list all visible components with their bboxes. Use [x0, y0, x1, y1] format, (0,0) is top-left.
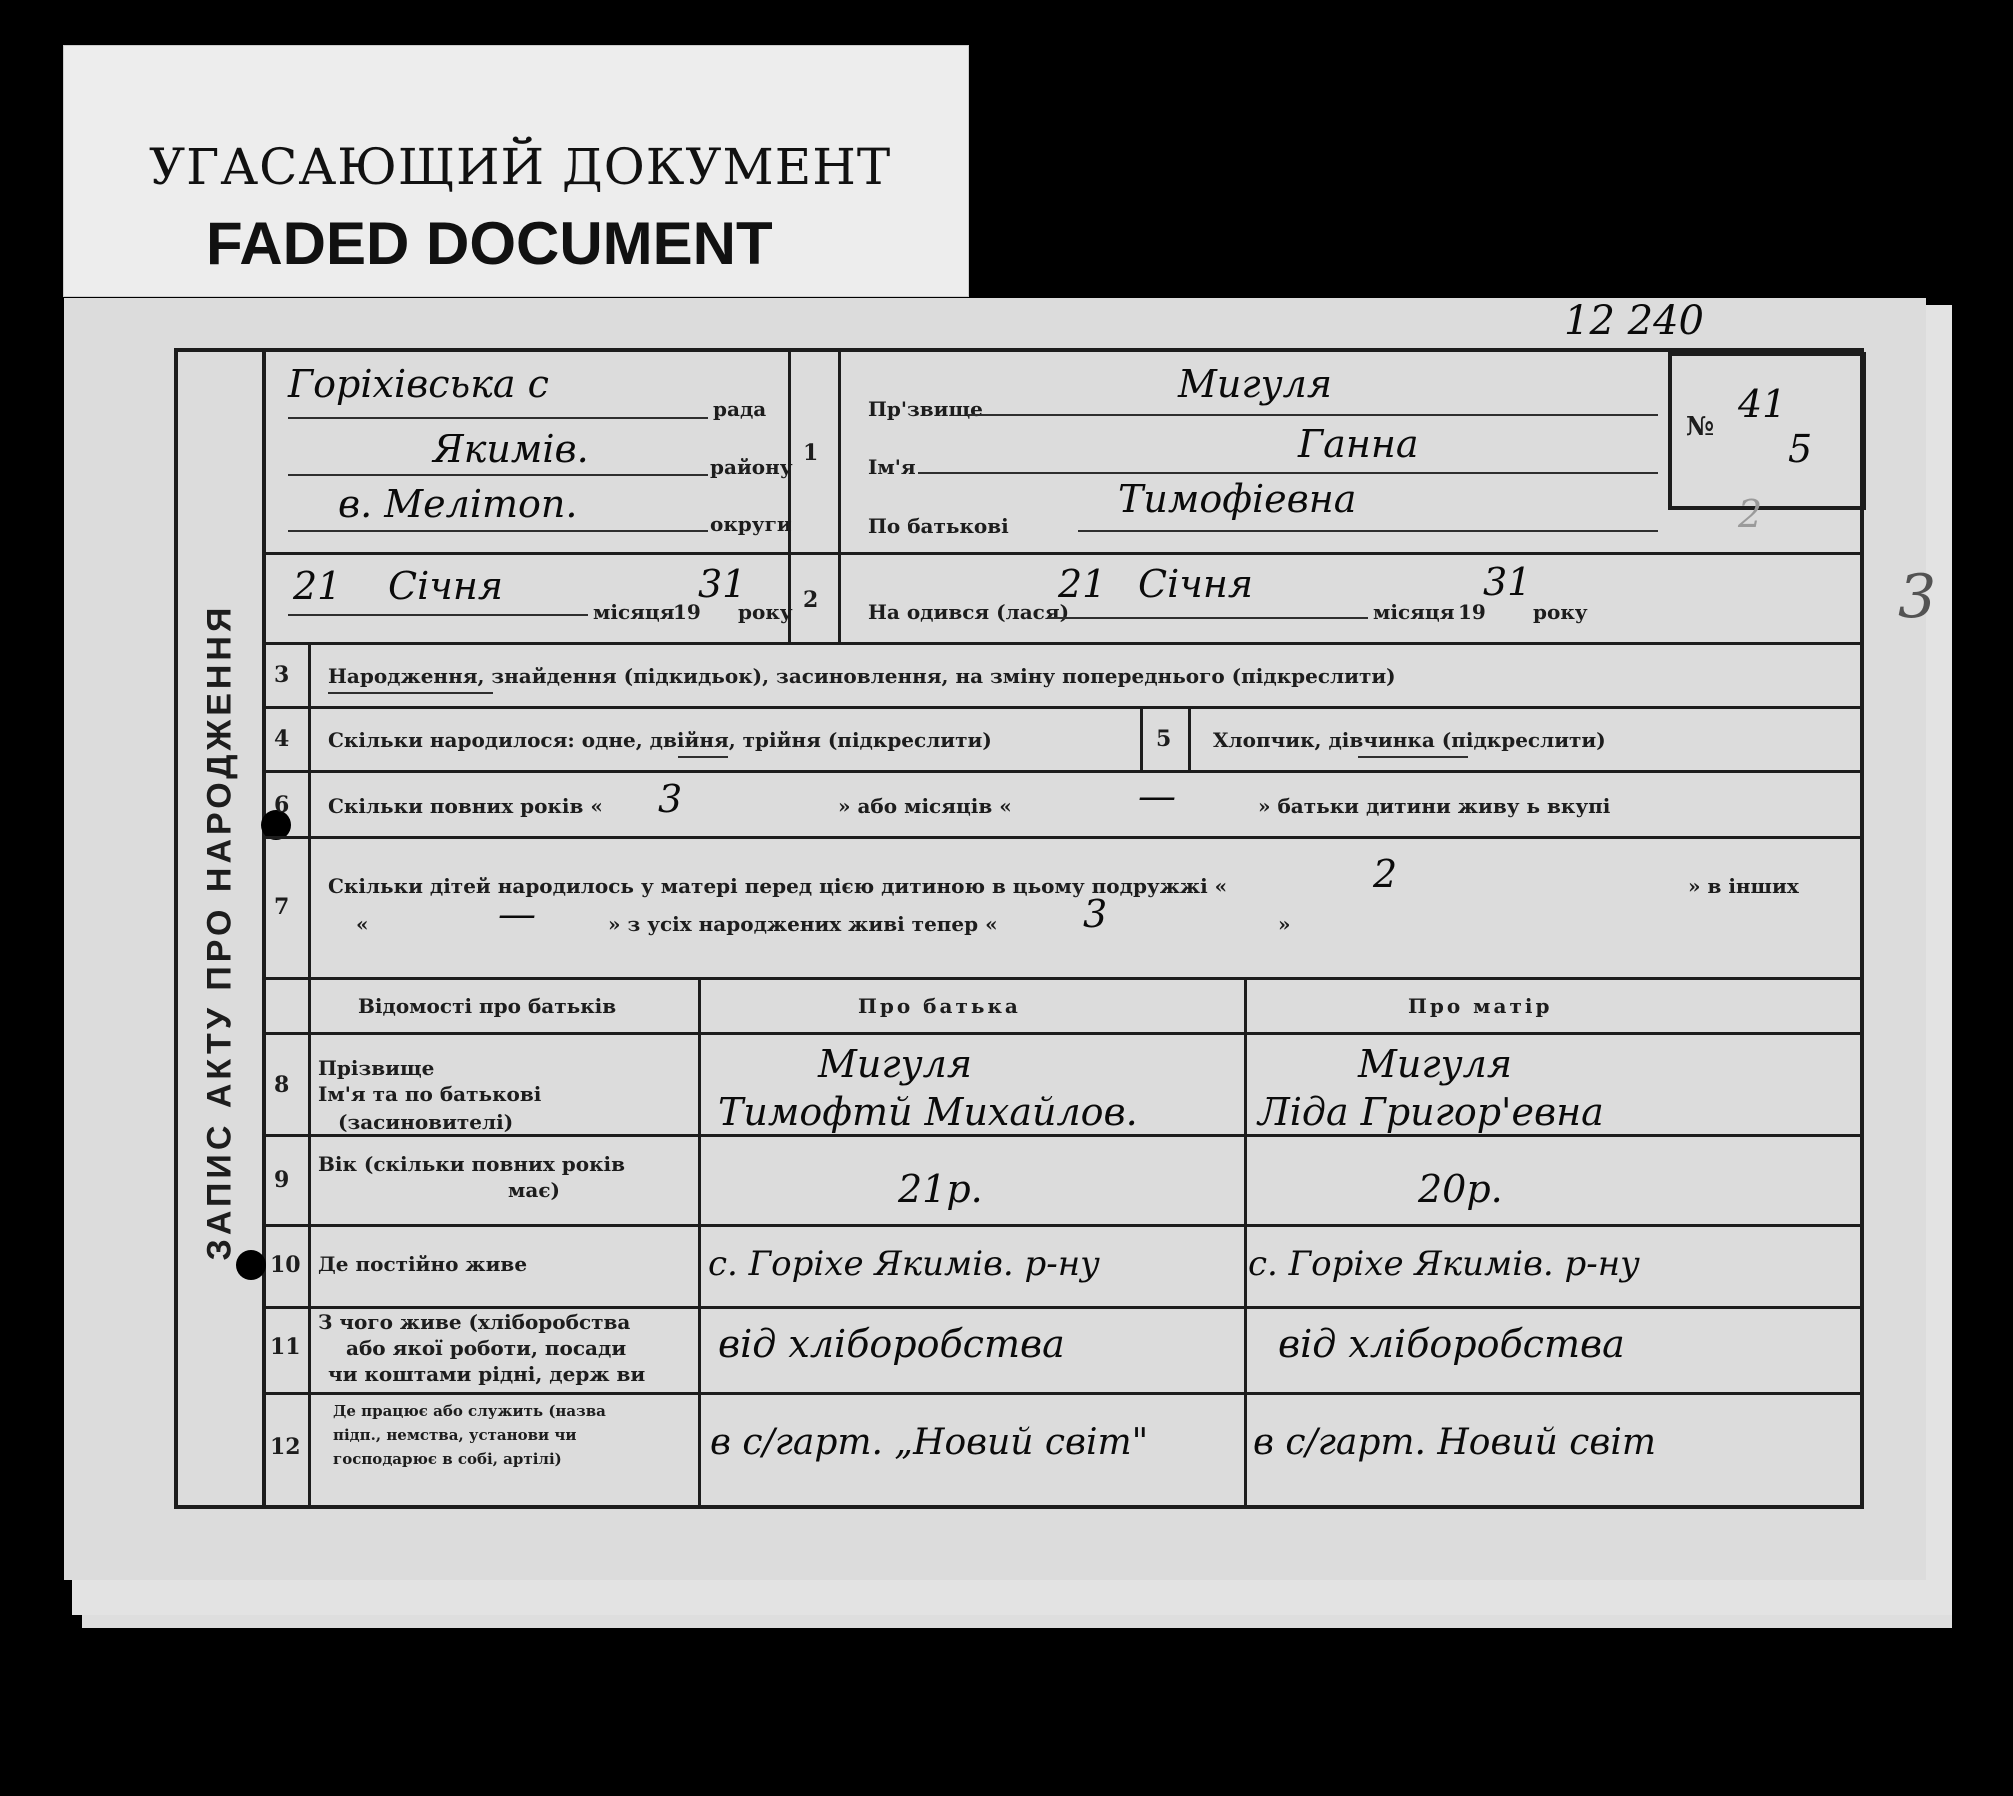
reg-month-label: місяця: [593, 600, 675, 624]
birth-month: Січня: [1138, 562, 1254, 606]
underline: [968, 414, 1658, 416]
row-number: 3: [274, 662, 290, 688]
okrug-value: в. Мелітоп.: [338, 482, 578, 526]
divider: [262, 770, 1862, 773]
row-number: 4: [274, 726, 290, 752]
row8-label-2: Ім'я та по батькові: [318, 1082, 542, 1106]
divider: [788, 352, 791, 642]
row10-label: Де постійно живе: [318, 1252, 528, 1276]
divider: [1140, 706, 1143, 770]
row-number: 9: [274, 1167, 290, 1193]
name-value: Ганна: [1298, 422, 1419, 466]
mother-residence: с. Горіхе Якимів. р-ну: [1248, 1244, 1640, 1284]
reg-year-label: року: [738, 600, 793, 624]
row-number: 1: [803, 440, 819, 466]
birth-year: 31: [1483, 560, 1532, 604]
surname-value: Мигуля: [1178, 362, 1332, 406]
row-number: 8: [274, 1072, 290, 1098]
mother-age: 20р.: [1418, 1167, 1503, 1211]
patronymic-value: Тимофіевна: [1118, 477, 1357, 521]
punch-hole-icon: [236, 1250, 266, 1280]
row-number: 11: [270, 1334, 301, 1360]
district-label: району: [710, 455, 793, 479]
row7-text-b: » в інших: [1688, 874, 1799, 898]
divider: [262, 1306, 1862, 1309]
parents-info-header: Відомості про батьків: [358, 994, 617, 1018]
divider: [262, 1032, 1862, 1035]
mother-header: Про матір: [1408, 994, 1553, 1018]
children-alive: 3: [1083, 892, 1108, 936]
divider: [1244, 977, 1247, 1509]
father-header: Про батька: [858, 994, 1021, 1018]
row12-label-1: Де працює або служить (назва: [333, 1402, 606, 1420]
row-number: 7: [274, 894, 290, 920]
mother-occupation: від хліборобства: [1278, 1322, 1625, 1366]
row6-text-b: » або місяців «: [838, 794, 1012, 818]
row-number: 2: [803, 587, 819, 613]
underline: [288, 530, 708, 532]
row7-text-e: »: [1278, 912, 1291, 936]
mother-name: Ліда Григор'евна: [1258, 1090, 1604, 1134]
row12-label-3: господарює в собі, артілі): [333, 1450, 562, 1468]
row7-text-d: » з усіх народжених живі тепер «: [608, 912, 998, 936]
patronymic-label: По батькові: [868, 514, 1009, 538]
divider: [262, 642, 1862, 645]
underline: [1358, 756, 1468, 758]
underline: [288, 474, 708, 476]
reg-month: Січня: [388, 564, 504, 608]
faded-document-label: [64, 46, 968, 296]
underline: [678, 756, 728, 758]
divider: [698, 977, 701, 1509]
divider: [838, 352, 841, 642]
mother-surname: Мигуля: [1358, 1042, 1512, 1086]
record-number-alt: 5: [1788, 427, 1813, 471]
father-name: Тимофтй Михайлов.: [718, 1090, 1138, 1134]
row8-label-3: (засиновителі): [338, 1110, 514, 1134]
underline: [288, 417, 708, 419]
father-surname: Мигуля: [818, 1042, 972, 1086]
top-corner-number: 12 240: [1564, 298, 1704, 344]
margin-mark-2: 3: [1898, 562, 1937, 632]
divider: [262, 1392, 1862, 1395]
row6-text-c: » батьки дитини живу ь вкупі: [1258, 794, 1611, 818]
years-together: 3: [658, 777, 683, 821]
births-count: Скільки народилося: одне, двійня, трійня (підкреслити): [328, 728, 992, 752]
council-value: Горіхівська с: [288, 362, 549, 406]
divider: [262, 836, 1862, 839]
council-label: рада: [713, 397, 767, 421]
record-number-label: №: [1686, 412, 1715, 442]
birth-year-prefix: 19: [1458, 600, 1486, 624]
row-number: 10: [270, 1252, 301, 1278]
row8-label-1: Прізвище: [318, 1056, 435, 1080]
row11-label-3: чи коштами рідні, держ ви: [328, 1362, 646, 1386]
father-workplace: в с/гарт. „Новий світ": [710, 1422, 1149, 1463]
row11-label-2: або якої роботи, посади: [346, 1336, 627, 1360]
name-label: Ім'я: [868, 455, 916, 479]
father-age: 21р.: [898, 1167, 983, 1211]
vertical-title: ЗАПИС АКТУ ПРО НАРОДЖЕННЯ: [200, 603, 239, 1261]
form-sidebar: [178, 352, 266, 1505]
divider: [262, 1134, 1862, 1137]
margin-mark: 2: [1738, 492, 1763, 536]
reg-year-prefix: 19: [673, 600, 701, 624]
row-number: 6: [274, 792, 290, 818]
underline: [288, 614, 588, 616]
row7-text-a: Скільки дітей народилось у матері перед цією дитиною в цьому подружжі «: [328, 874, 1228, 898]
father-residence: с. Горіхе Якимів. р-ну: [708, 1244, 1100, 1284]
reg-year: 31: [698, 562, 747, 606]
label-russian: УГАСАЮЩИЙ ДОКУМЕНТ: [149, 138, 892, 196]
row9-label-1: Вік (скільки повних років: [318, 1152, 626, 1176]
child-sex: Хлопчик, дівчинка (підкреслити): [1213, 728, 1606, 752]
punch-hole-icon: [247, 1766, 277, 1796]
surname-label: Пр'звище: [868, 397, 983, 421]
underline: [328, 692, 493, 694]
row9-label-2: має): [508, 1178, 560, 1202]
row7-text-c: «: [356, 912, 369, 936]
row-number: 5: [1156, 726, 1172, 752]
birth-record-card: [64, 298, 1937, 1580]
row12-label-2: підп., немства, установи чи: [333, 1426, 577, 1444]
mother-workplace: в с/гарт. Новий світ: [1253, 1422, 1657, 1463]
birth-label: На одився (лася): [868, 600, 1070, 624]
reg-day: 21: [293, 564, 342, 608]
divider: [262, 977, 1862, 980]
divider: [262, 706, 1862, 709]
row11-label-1: З чого живе (хліборобства: [318, 1310, 631, 1334]
underline: [1078, 530, 1658, 532]
underline: [918, 472, 1658, 474]
divider: [1188, 706, 1191, 770]
label-english: FADED DOCUMENT: [206, 210, 773, 277]
divider: [262, 552, 1862, 555]
birth-day: 21: [1058, 562, 1107, 606]
registration-type: Народження, знайдення (підкидьок), засиновлення, на зміну попереднього (підкреслити): [328, 664, 1396, 688]
okrug-label: округи: [710, 512, 792, 536]
birth-record-form: [174, 348, 1937, 1509]
divider: [262, 1224, 1862, 1227]
birth-year-label: року: [1533, 600, 1588, 624]
father-occupation: від хліборобства: [718, 1322, 1065, 1366]
months-together: —: [1138, 774, 1176, 818]
district-value: Якимів.: [433, 427, 589, 471]
row6-text-a: Скільки повних років «: [328, 794, 603, 818]
birth-month-label: місяця: [1373, 600, 1455, 624]
underline: [1048, 617, 1368, 619]
row-number: 12: [270, 1434, 301, 1460]
record-number: 41: [1738, 382, 1787, 426]
children-before: 2: [1373, 852, 1398, 896]
children-other: —: [498, 892, 536, 936]
